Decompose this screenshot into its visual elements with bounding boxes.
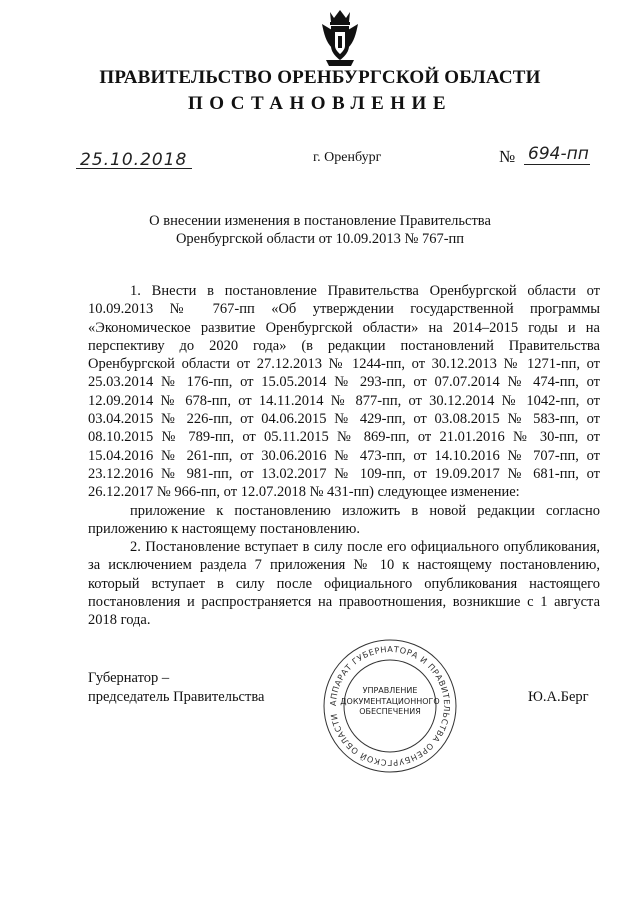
signatory-name: Ю.А.Берг xyxy=(528,689,589,705)
document-type-title: ПОСТАНОВЛЕНИЕ xyxy=(187,93,453,114)
document-number: 694-пп xyxy=(528,144,589,164)
date-underline xyxy=(76,168,192,169)
paragraph-item-2: 2. Постановление вступает в силу после его официального опубликования, за исключением раздела 7 приложения № 10 к настоящему постановлению, который вступает в силу после официального опубликования настоящего постановления и распространяется на правоотношения, возникшие с 1 августа 2018 года. xyxy=(88,539,600,629)
number-sign: № xyxy=(499,147,516,166)
document-subject xyxy=(0,212,640,248)
stamp-inner-line-1: УПРАВЛЕНИЕ xyxy=(362,686,418,695)
paragraph-item-1-change: приложение к постановлению изложить в новой редакции согласно приложению к настоящему постановлению. xyxy=(88,502,600,537)
document-city: г. Оренбург xyxy=(313,150,382,165)
subject-line-1: О внесении изменения в постановление Правительства xyxy=(149,213,491,229)
paragraph-item-1: 1. Внести в постановление Правительства Оренбургской области от 10.09.2013 № 767-пп «Об утверждении государственной программы «Экономическое развитие Оренбургской области» на 2014–2015 годы и на перспективу до 2020 года» (в редакции постановлений Правительства Оренбургской области от 27.12.2013 № 1244-пп, от 30.12.2013 № 1271-пп, от 25.03.2014 № 176-пп, от 15.05.2014 № 293-пп, от 07.07.2014 № 474-пп, от 12.09.2014 № 678-пп, от 14.11.2014 № 877-пп, от 30.12.2014 № 1042-пп, от 03.04.2015 № 226-пп, от 04.06.2015 № 429-пп, от 03.08.2015 № 583-пп, от 08.10.2015 № 789-пп, от 05.11.2015 № 869-пп, от 21.01.2016 № 30-пп, от 15.04.2016 № 261-пп, от 30.06.2016 № 473-пп, от 14.10.2016 № 707-пп, от 23.12.2016 № 981-пп, от 13.02.2017 № 109-пп, от 19.09.2017 № 681-пп, от 26.12.2017 № 966-пп, от 12.07.2018 № 431-пп) следующее изменение: xyxy=(88,283,600,501)
stamp-inner-text xyxy=(340,686,440,718)
number-underline xyxy=(524,164,590,165)
position-line-2: председатель Правительства xyxy=(88,689,265,705)
position-line-1: Губернатор – xyxy=(88,670,170,686)
coat-of-arms-icon xyxy=(318,8,362,68)
document-body xyxy=(88,282,600,630)
signatory-position xyxy=(88,669,264,707)
date-handwritten: 25.10.2018 xyxy=(80,150,188,170)
stamp-ring-text: АППАРАТ ГУБЕРНАТОРА И ПРАВИТЕЛЬСТВА ОРЕНБУРГСКОЙ ОБЛАСТИ xyxy=(327,643,453,769)
stamp-inner-line-3: ОБЕСПЕЧЕНИЯ xyxy=(359,707,421,716)
subject-line-2: Оренбургской области от 10.09.2013 № 767-пп xyxy=(175,231,465,247)
stamp-inner-line-2: ДОКУМЕНТАЦИОННОГО xyxy=(340,696,440,706)
organization-title: ПРАВИТЕЛЬСТВО ОРЕНБУРГСКОЙ ОБЛАСТИ xyxy=(99,67,541,88)
document-date xyxy=(80,150,192,172)
